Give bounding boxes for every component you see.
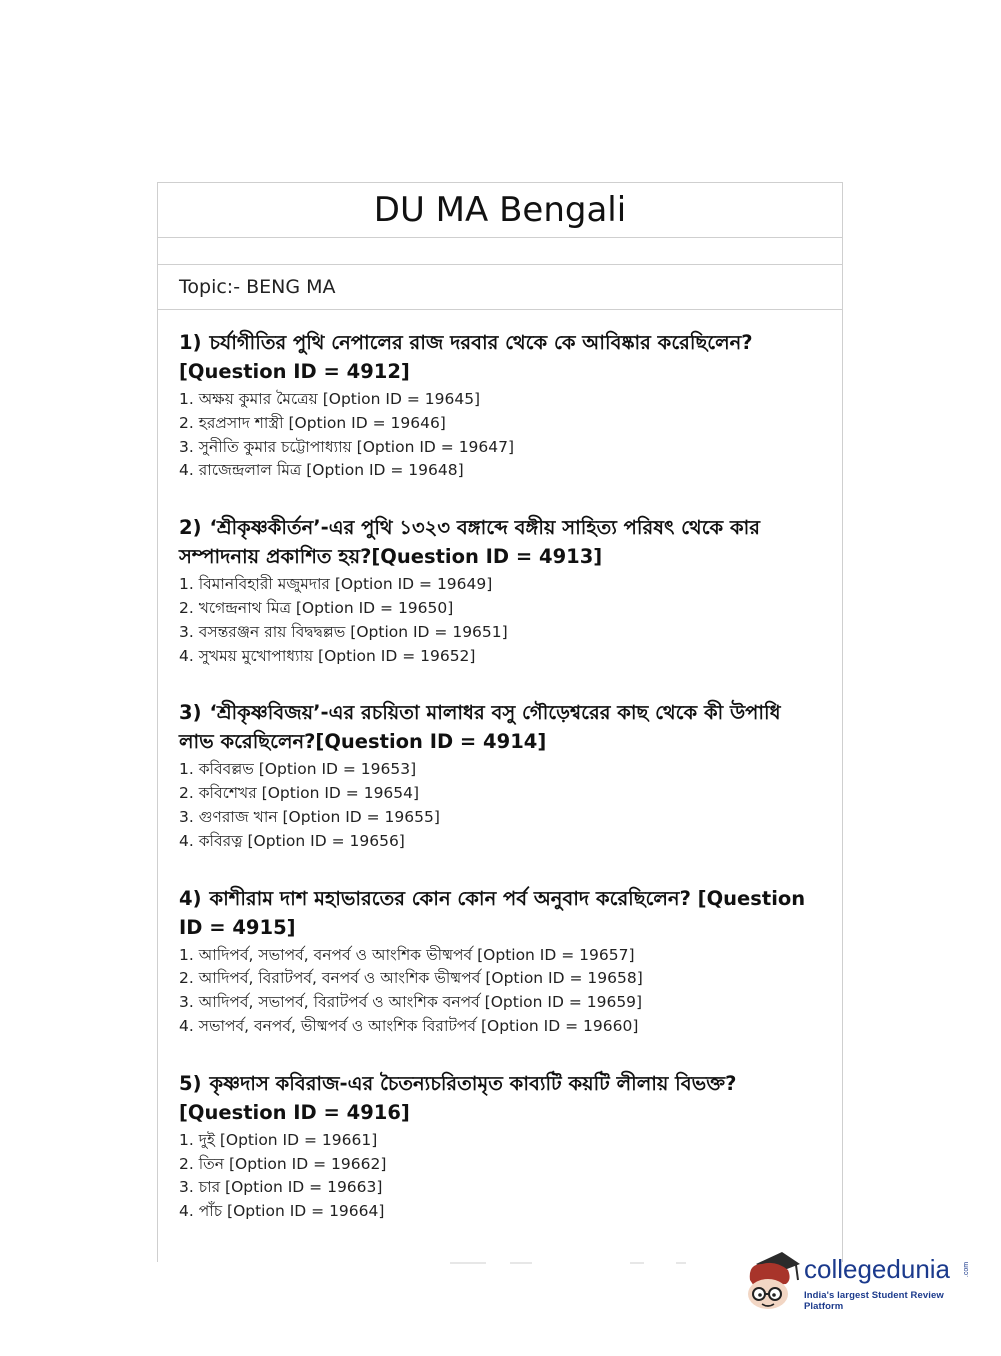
option-item: 3. বসন্তরঞ্জন রায় বিদ্বদ্বল্লভ [Option ID = 19651] (179, 622, 508, 641)
brand-domain: .com (963, 1261, 971, 1278)
option-item: 3. গুণরাজ খান [Option ID = 19655] (179, 807, 440, 826)
option-item: 4. সুখময় মুখোপাধ্যায় [Option ID = 19652] (179, 646, 476, 665)
option-item: 2. হরপ্রসাদ শাস্ত্রী [Option ID = 19646] (179, 413, 446, 432)
page-title: DU MA Bengali (158, 183, 842, 238)
option-item: 4. সভাপর্ব, বনপর্ব, ভীষ্মপর্ব ও আংশিক বিরাটপর্ব [Option ID = 19660] (179, 1016, 639, 1035)
question-number: 1) (179, 331, 202, 354)
question-number: 4) (179, 886, 202, 910)
question-block (179, 698, 822, 853)
faded-text-fragment (450, 1262, 486, 1264)
option-item: 2. খগেন্দ্রনাথ মিত্র [Option ID = 19650] (179, 598, 454, 617)
faded-text-fragment (676, 1262, 686, 1264)
question-body: ‘শ্রীকৃষ্ণকীর্তন’-এর পুথি ১৩২৩ বঙ্গাব্দে বঙ্গীয় সাহিত্য পরিষৎ থেকে কার সম্পাদনায় প্রকাশিত হয়?[Question ID = 4913] (179, 516, 760, 569)
blank-row (158, 238, 842, 265)
option-item: 2. তিন [Option ID = 19662] (179, 1154, 387, 1173)
option-list (179, 758, 822, 853)
option-item: 4. পাঁচ [Option ID = 19664] (179, 1202, 385, 1221)
option-item: 3. সুনীতি কুমার চট্টোপাধ্যায় [Option ID = 19647] (179, 437, 515, 456)
question-paper-sheet (157, 182, 843, 1262)
question-body: চর্যাগীতির পুথি নেপালের রাজ দরবার থেকে কে আবিষ্কার করেছিলেন?[Question ID = 4912] (179, 331, 753, 383)
question-body: কৃষ্ণদাস কবিরাজ-এর চৈতন্যচরিতামৃত কাব্যটি কয়টি লীলায় বিভক্ত? [Question ID = 4916] (179, 1071, 737, 1124)
faded-text-fragment (630, 1262, 644, 1264)
question-text (179, 884, 822, 942)
question-number: 5) (179, 1071, 202, 1095)
question-text (179, 1069, 822, 1127)
topic-label: Topic:- BENG MA (158, 265, 842, 310)
question-block (179, 328, 822, 483)
option-item: 4. কবিরত্ন [Option ID = 19656] (179, 831, 405, 850)
faded-text-fragment (510, 1262, 532, 1264)
question-block (179, 884, 822, 1039)
mascot-graduate-icon (742, 1250, 802, 1312)
question-number: 2) (179, 516, 202, 540)
option-list (179, 944, 822, 1039)
option-item: 3. চার [Option ID = 19663] (179, 1178, 383, 1197)
option-list (179, 573, 822, 668)
question-text (179, 698, 822, 756)
question-text (179, 328, 822, 386)
question-list (158, 310, 842, 1224)
question-text (179, 513, 822, 571)
option-item: 1. বিমানবিহারী মজুমদার [Option ID = 19649] (179, 575, 493, 594)
option-list (179, 388, 822, 483)
question-block (179, 1069, 822, 1224)
question-number: 3) (179, 701, 202, 725)
collegedunia-watermark (742, 1250, 972, 1320)
option-item: 3. আদিপর্ব, সভাপর্ব, বিরাটপর্ব ও আংশিক বনপর্ব [Option ID = 19659] (179, 993, 643, 1012)
question-body: ‘শ্রীকৃষ্ণবিজয়’-এর রচয়িতা মালাধর বসু গৌড়েশ্বরের কাছ থেকে কী উপাধি লাভ করেছিলেন?[Question ID = 4914] (179, 701, 781, 754)
option-list (179, 1129, 822, 1224)
question-block (179, 513, 822, 668)
option-item: 2. আদিপর্ব, বিরাটপর্ব, বনপর্ব ও আংশিক ভীষ্মপর্ব [Option ID = 19658] (179, 969, 643, 988)
option-item: 1. দুই [Option ID = 19661] (179, 1130, 378, 1149)
brand-tagline: India's largest Student Review Platform (804, 1290, 944, 1312)
option-item: 1. আদিপর্ব, সভাপর্ব, বনপর্ব ও আংশিক ভীষ্মপর্ব [Option ID = 19657] (179, 945, 635, 964)
brand-name: collegedunia (804, 1254, 951, 1284)
option-item: 4. রাজেন্দ্রলাল মিত্র [Option ID = 19648] (179, 461, 464, 480)
question-body: কাশীরাম দাশ মহাভারতের কোন কোন পর্ব অনুবাদ করেছিলেন? [Question ID = 4915] (179, 886, 806, 939)
option-item: 1. কবিবল্লভ [Option ID = 19653] (179, 760, 417, 779)
option-item: 1. অক্ষয় কুমার মৈত্রেয় [Option ID = 19645] (179, 390, 481, 408)
option-item: 2. কবিশেখর [Option ID = 19654] (179, 784, 420, 803)
